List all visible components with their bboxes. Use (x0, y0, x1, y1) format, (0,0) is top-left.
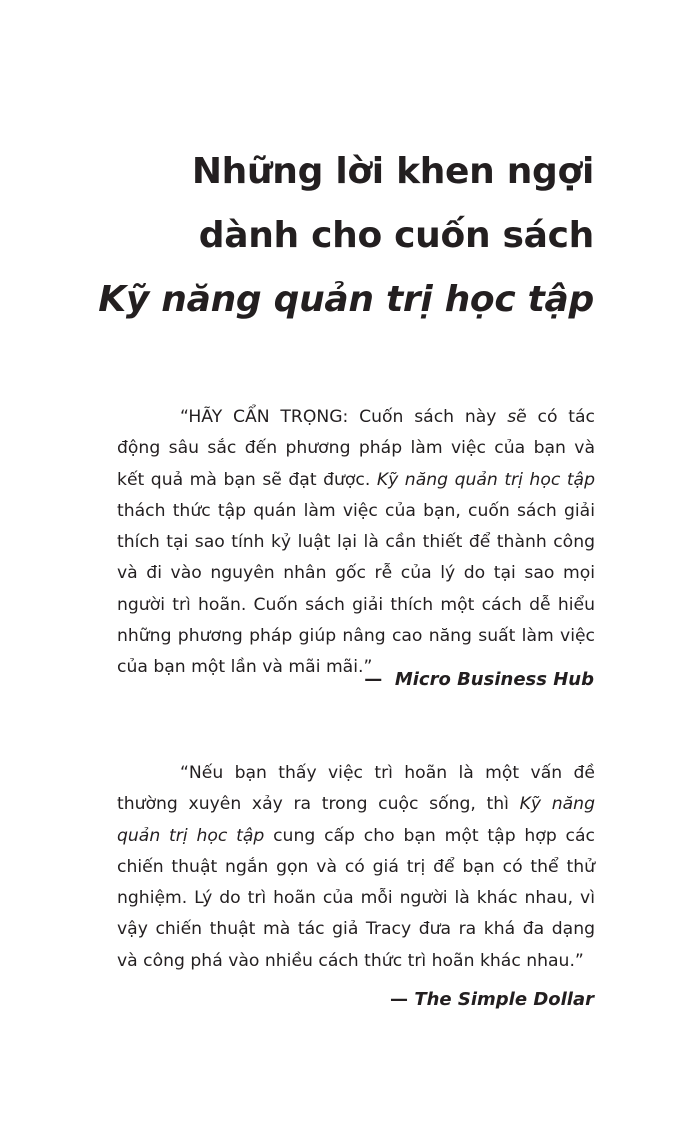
quote-1-emphasis-1: sẽ (507, 407, 527, 427)
quote-attribution-1 (364, 668, 594, 692)
quote-block-1 (117, 402, 595, 684)
quote-1-part-1: “HÃY CẨN TRỌNG: Cuốn sách này (180, 407, 508, 427)
quote-2-book-title: Kỹ năng quản trị học tập (117, 794, 595, 846)
quote-block-2 (117, 758, 595, 977)
attribution-dash: — (364, 669, 383, 690)
quote-text-1 (117, 402, 595, 684)
quote-1-part-3: thách thức tập quán làm việc của bạn, cuốn sách giải thích tại sao tính kỷ luật lại là cần thiết để thành công và đi vào nguyên nhân gốc rễ của lý do tại sao mọi người trì hoãn. Cuốn sách giải thích một cách dễ hiểu những phương pháp giúp nâng cao năng suất làm việc của bạn một lần và mãi mãi.” (117, 500, 595, 678)
title-line-1: Những lời khen ngợi (191, 151, 594, 192)
quote-attribution-2 (390, 988, 594, 1012)
title-book-name: Kỹ năng quản trị học tập (98, 279, 594, 320)
quote-1-part-2: có tác động sâu sắc đến phương pháp làm việc của bạn và kết quả mà bạn sẽ đạt được. (117, 407, 595, 490)
attribution-source: The Simple Dollar (414, 989, 594, 1010)
attribution-dash: — (390, 989, 409, 1010)
page-title (94, 140, 594, 332)
quote-2-part-2: cung cấp cho bạn một tập hợp các chiến thuật ngắn gọn và có giá trị để bạn có thể thử nghiệm. Lý do trì hoãn của mỗi người là khác nhau, vì vậy chiến thuật mà tác giả Tracy đưa ra khá đa dạng và công phá vào nhiều cách thức trì hoãn khác nhau.” (117, 825, 595, 971)
quote-1-book-title: Kỹ năng quản trị học tập (376, 469, 595, 490)
quote-text-2 (117, 758, 595, 977)
title-line-2: dành cho cuốn sách (198, 215, 594, 256)
quote-2-part-1: “Nếu bạn thấy việc trì hoãn là một vấn đề thường xuyên xảy ra trong cuộc sống, thì (117, 763, 595, 815)
attribution-source: Micro Business Hub (394, 669, 594, 690)
